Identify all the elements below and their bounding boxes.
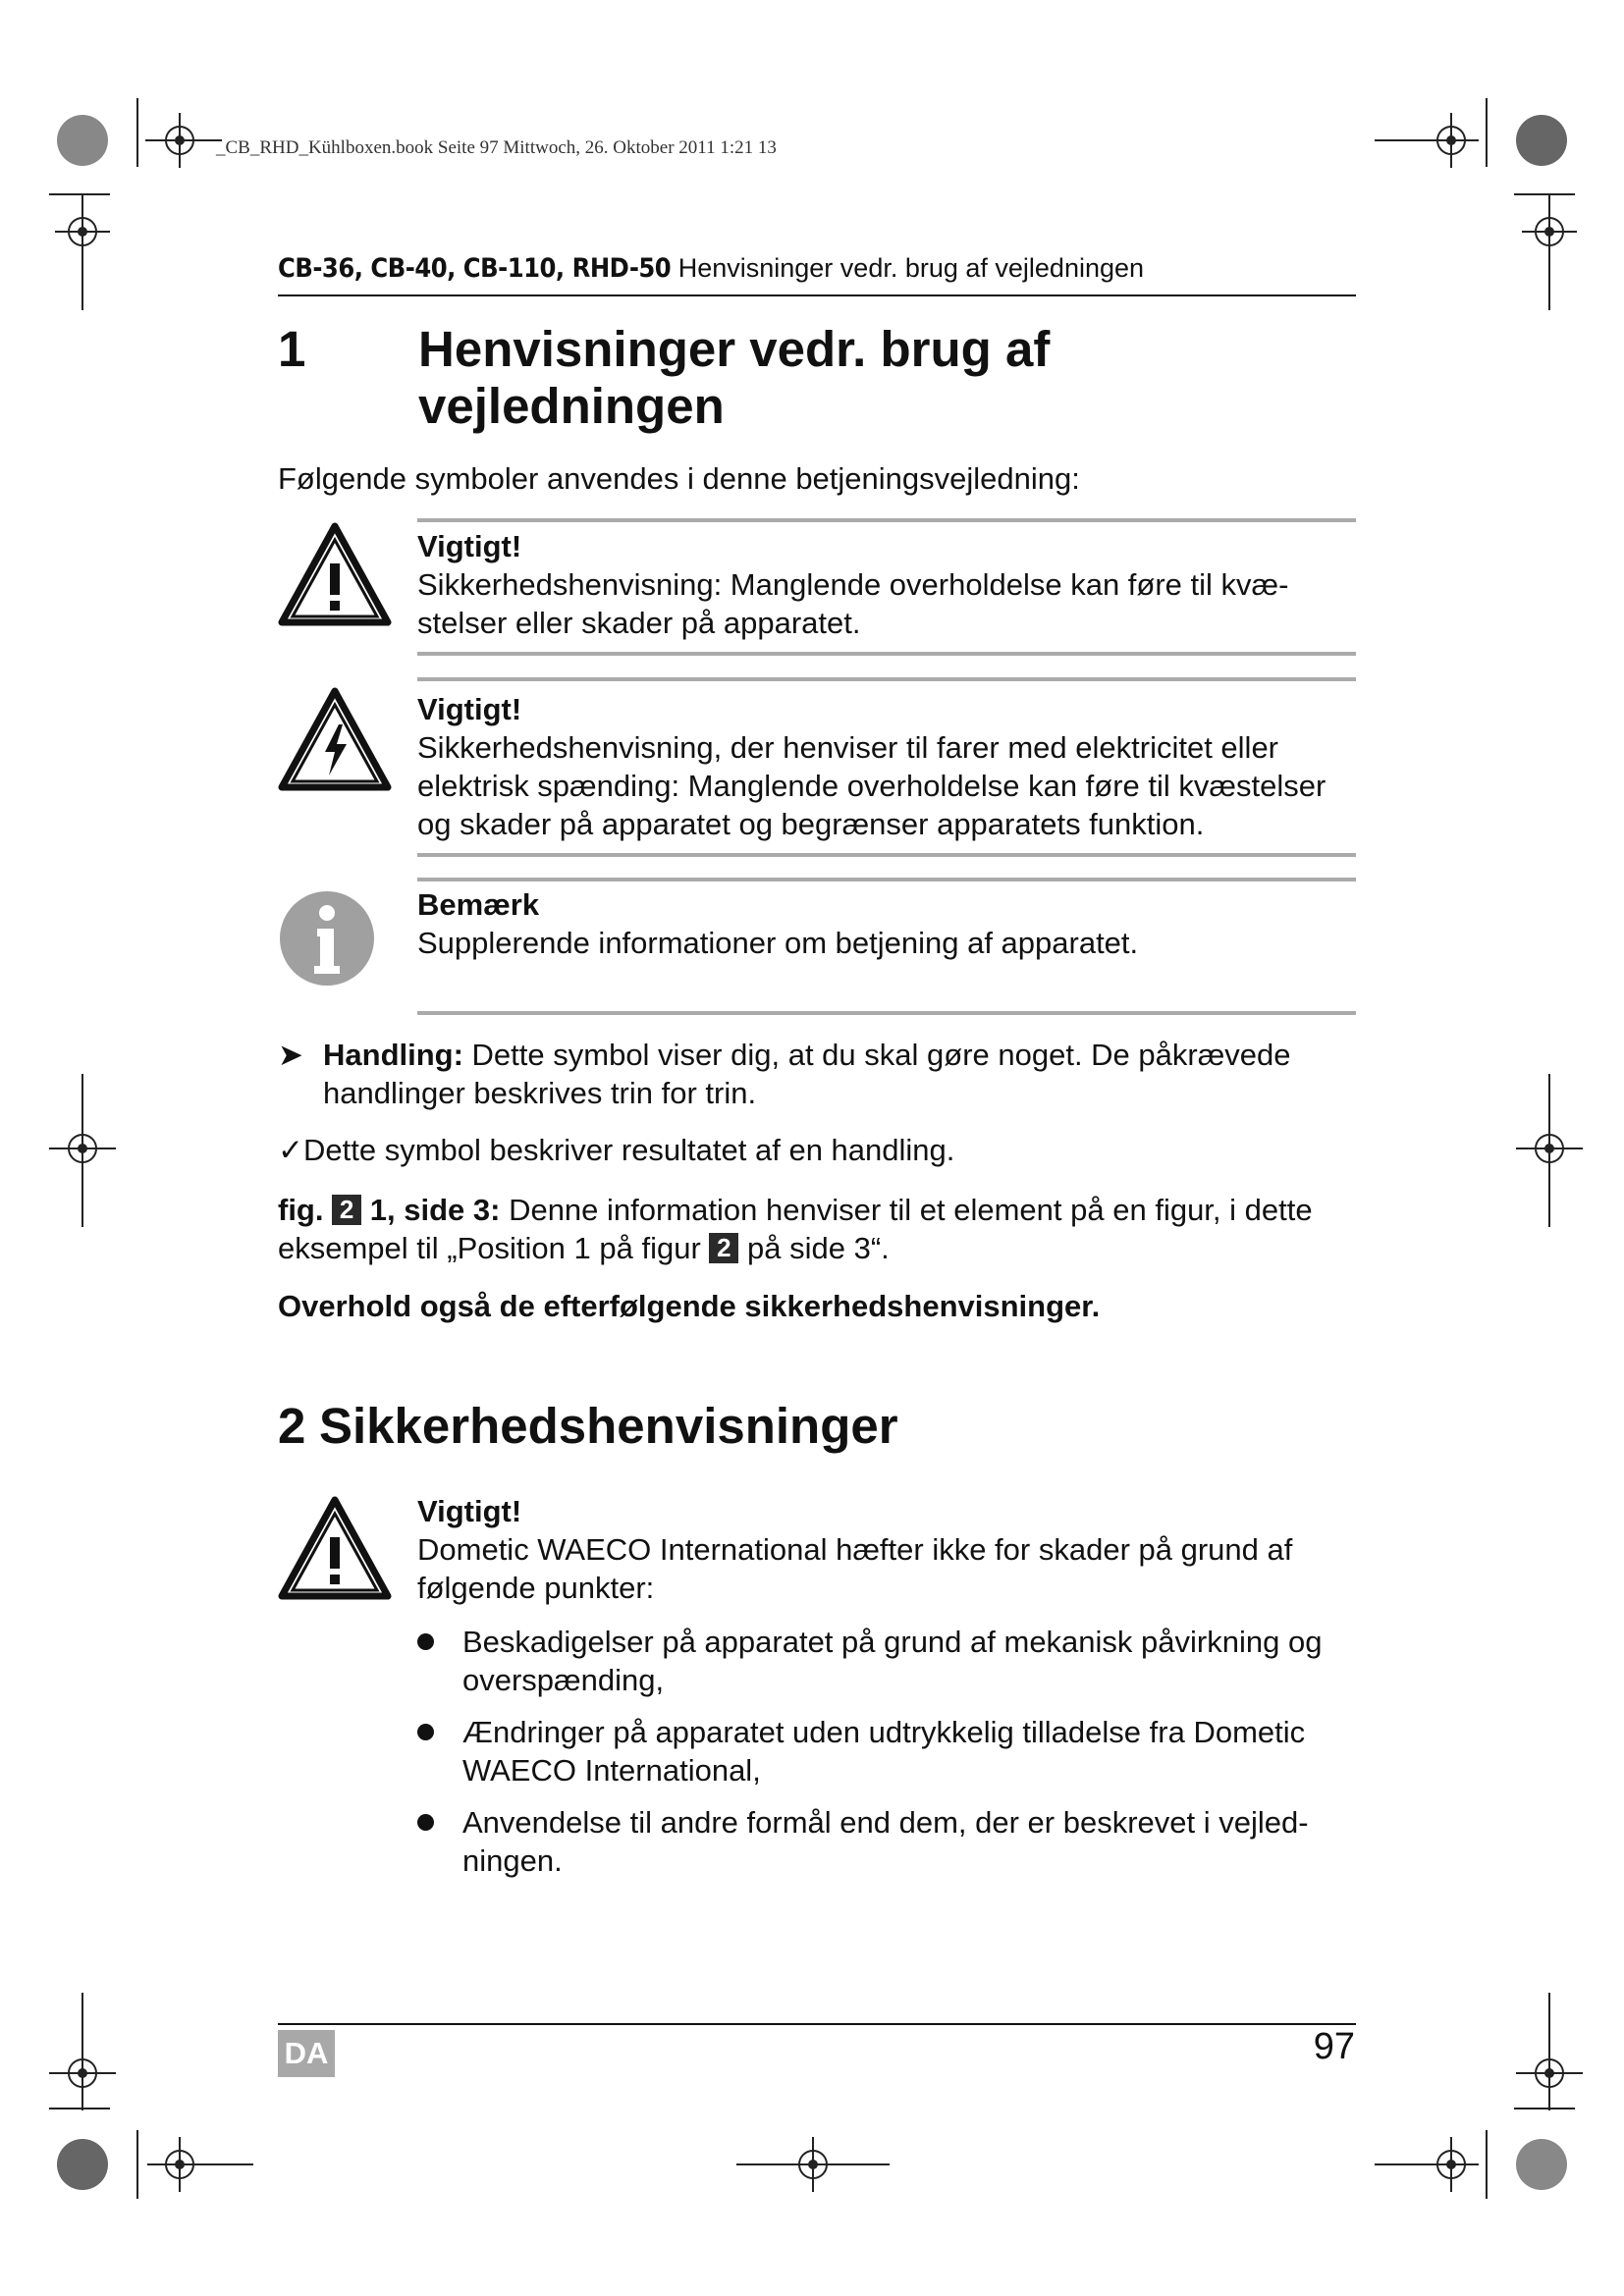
note-text: Dometic WAECO International hæfter ikke for skader på grund af følgende punkter: <box>417 1532 1293 1605</box>
bullet-icon <box>417 1814 434 1831</box>
fig-text: Denne information henviser til et element på en figur, i dette eksempel til „Position 1 på figur <box>278 1193 1313 1265</box>
list-item: Ændringer på apparatet uden udtrykkelig tilladelse fra Dometic WAECO International, <box>417 1713 1370 1789</box>
section-1-title-line1: Henvisninger vedr. brug af <box>418 321 1051 377</box>
section-1-intro: Følgende symboler anvendes i denne betjeningsvejledning: <box>278 461 1080 496</box>
note-rule <box>417 853 1356 857</box>
section-1-title-line2: vejledningen <box>418 378 725 434</box>
page-number: 97 <box>1313 2026 1355 2067</box>
note-heading: Vigtigt! <box>417 1494 522 1528</box>
note-warning-section-2 <box>417 1492 1360 1607</box>
running-header-models: CB-36, CB-40, CB-110, RHD-50 <box>278 253 672 284</box>
note-heading: Vigtigt! <box>417 692 522 726</box>
result-text: Dette symbol beskriver resultatet af en handling. <box>302 1133 955 1167</box>
note-text: Sikkerhedshenvisning: Manglende overholdelse kan føre til kvæ-stelser eller skader på apparatet. <box>417 567 1289 640</box>
bullet-icon <box>417 1633 434 1650</box>
warning-triangle-icon <box>278 1496 392 1602</box>
warning-triangle-icon <box>278 522 392 628</box>
running-header <box>278 253 1144 284</box>
info-icon <box>278 889 376 988</box>
note-rule <box>417 518 1356 522</box>
running-header-title: Henvisninger vedr. brug af vejledningen <box>677 253 1145 283</box>
fig-ref: 1, side 3: <box>369 1193 501 1227</box>
note-heading: Vigtigt! <box>417 529 522 563</box>
language-badge: DA <box>278 2030 335 2077</box>
header-rule <box>278 294 1356 296</box>
figure-number-box: 2 <box>332 1195 361 1225</box>
note-info <box>417 885 1360 962</box>
footer-rule <box>278 2023 1356 2025</box>
note-rule <box>417 878 1356 881</box>
note-rule <box>417 652 1356 656</box>
note-heading: Bemærk <box>417 887 540 922</box>
section-1-title <box>278 321 1358 435</box>
section-2-title-text: Sikkerhedshenvisninger <box>319 1398 898 1454</box>
handling-arrow-icon: ➤ <box>278 1038 303 1072</box>
note-warning-electric <box>417 690 1360 843</box>
fig-text-end: på side 3“. <box>747 1231 890 1265</box>
section-2-title <box>278 1398 1358 1455</box>
checkmark-icon: ✓ <box>278 1133 303 1167</box>
figure-number-box: 2 <box>709 1233 738 1263</box>
handling-text: Dette symbol viser dig, at du skal gøre noget. De påkrævede handlinger beskrives trin for trin. <box>323 1038 1291 1110</box>
electric-hazard-icon <box>278 687 392 793</box>
closing-instruction: Overhold også de efterfølgende sikkerhedshenvisninger. <box>278 1289 1101 1323</box>
handling-paragraph <box>278 1036 1358 1112</box>
list-item: Beskadigelser på apparatet på grund af mekanisk påvirkning og overspænding, <box>417 1623 1370 1699</box>
result-paragraph <box>278 1131 1358 1169</box>
section-1-number: 1 <box>278 321 306 377</box>
list-item: Anvendelse til andre formål end dem, der er beskrevet i vejled-ningen. <box>417 1803 1370 1880</box>
note-rule <box>417 677 1356 681</box>
note-rule <box>417 1011 1356 1015</box>
bullet-icon <box>417 1724 434 1740</box>
figure-reference-paragraph <box>278 1191 1348 1267</box>
handling-label: Handling: <box>323 1038 463 1072</box>
print-slug-line: _CB_RHD_Kühlboxen.book Seite 97 Mittwoch, 26. Oktober 2011 1:21 13 <box>216 137 777 158</box>
section-2-number: 2 <box>278 1398 306 1454</box>
fig-label: fig. <box>278 1193 324 1227</box>
note-text: Sikkerhedshenvisning, der henviser til farer med elektricitet eller elektrisk spænding: Manglende overholdelse kan føre til kvæstelser og skader på apparatet og begrænser apparatets funktion. <box>417 730 1326 841</box>
note-text: Supplerende informationer om betjening af apparatet. <box>417 926 1139 960</box>
note-warning-1 <box>417 527 1360 642</box>
liability-exclusion-list <box>417 1623 1370 1894</box>
